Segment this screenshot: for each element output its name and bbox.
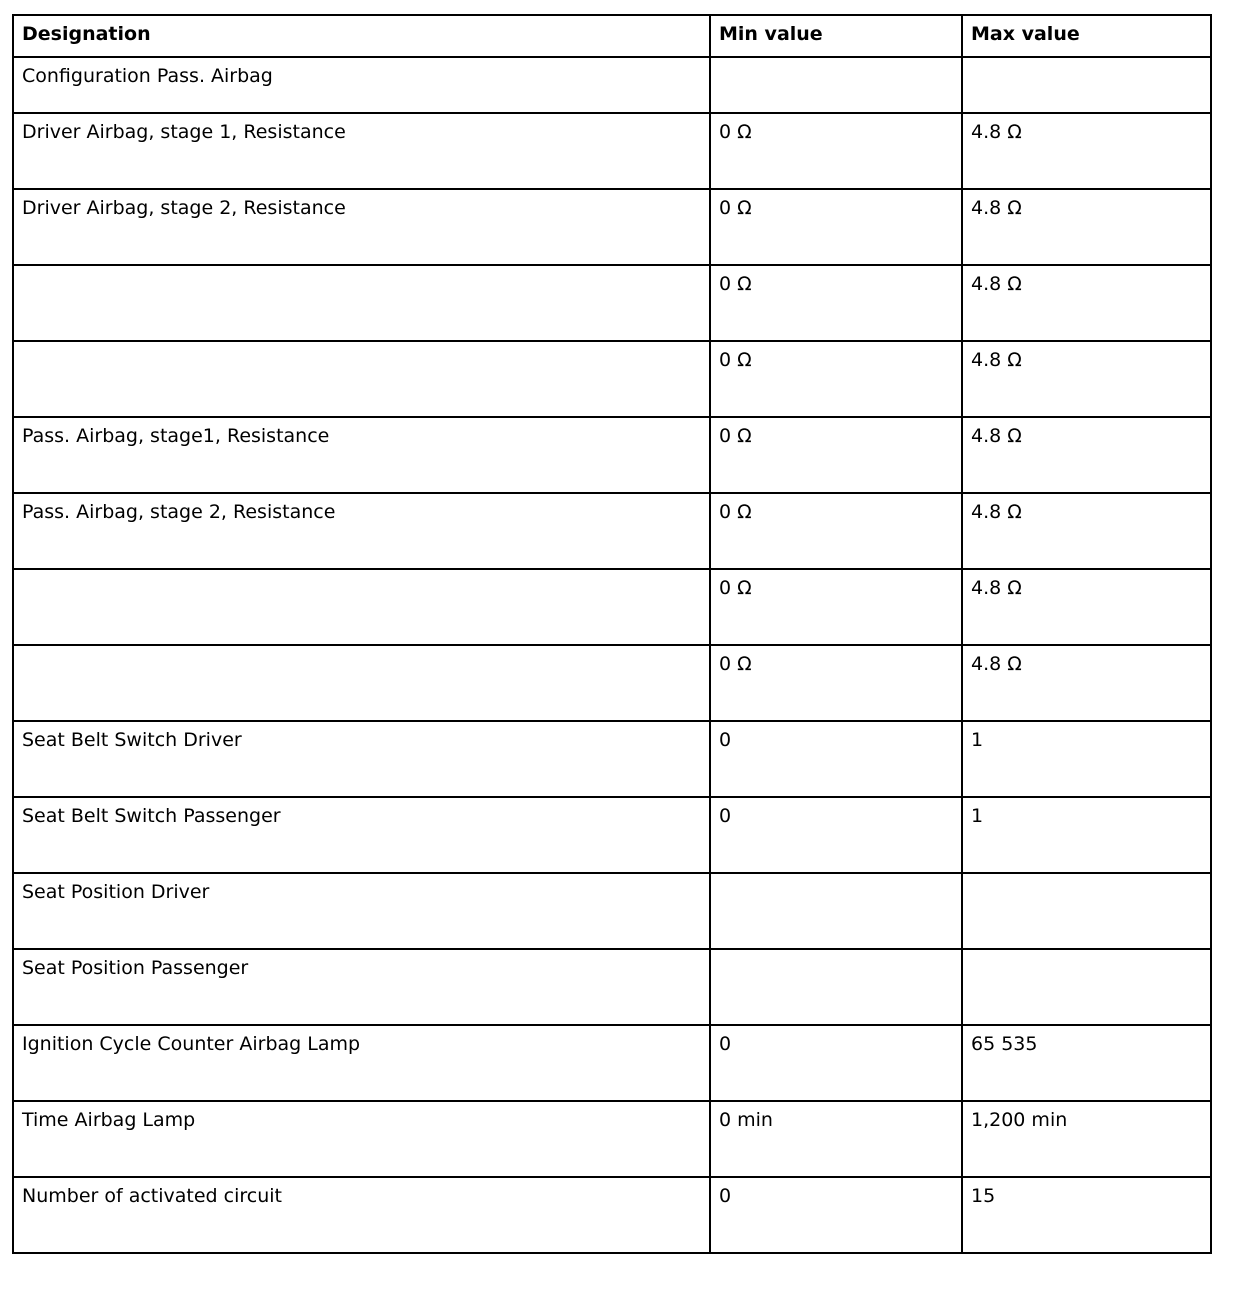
- cell-designation: [13, 569, 710, 645]
- cell-designation: Time Airbag Lamp: [13, 1101, 710, 1177]
- table-row: [13, 265, 1211, 341]
- cell-max-value: 4.8 Ω: [962, 569, 1211, 645]
- cell-designation: [13, 265, 710, 341]
- cell-designation: Pass. Airbag, stage1, Resistance: [13, 417, 710, 493]
- table-row: [13, 493, 1211, 569]
- cell-min-value: 0: [710, 721, 962, 797]
- cell-min-value: 0 Ω: [710, 569, 962, 645]
- table-header-row: [13, 15, 1211, 57]
- header-max-value: Max value: [962, 15, 1211, 57]
- table-row: [13, 873, 1211, 949]
- table-row: [13, 569, 1211, 645]
- table-row: [13, 797, 1211, 873]
- cell-designation: Ignition Cycle Counter Airbag Lamp: [13, 1025, 710, 1101]
- cell-designation: Seat Belt Switch Driver: [13, 721, 710, 797]
- cell-min-value: 0 Ω: [710, 113, 962, 189]
- cell-min-value: [710, 57, 962, 113]
- cell-min-value: 0 Ω: [710, 493, 962, 569]
- cell-designation: Seat Position Passenger: [13, 949, 710, 1025]
- cell-min-value: 0: [710, 797, 962, 873]
- cell-max-value: 4.8 Ω: [962, 189, 1211, 265]
- table-row: [13, 341, 1211, 417]
- table-body: [13, 57, 1211, 1253]
- cell-min-value: 0 Ω: [710, 645, 962, 721]
- table-row: [13, 57, 1211, 113]
- cell-designation: Driver Airbag, stage 2, Resistance: [13, 189, 710, 265]
- table-row: [13, 113, 1211, 189]
- cell-designation: Seat Position Driver: [13, 873, 710, 949]
- table-row: [13, 721, 1211, 797]
- cell-max-value: 15: [962, 1177, 1211, 1253]
- airbag-values-table: [12, 14, 1212, 1254]
- cell-designation: Configuration Pass. Airbag: [13, 57, 710, 113]
- cell-max-value: 4.8 Ω: [962, 417, 1211, 493]
- cell-min-value: 0 min: [710, 1101, 962, 1177]
- table-row: [13, 1101, 1211, 1177]
- table-row: [13, 1177, 1211, 1253]
- cell-designation: Pass. Airbag, stage 2, Resistance: [13, 493, 710, 569]
- cell-designation: Driver Airbag, stage 1, Resistance: [13, 113, 710, 189]
- header-min-value: Min value: [710, 15, 962, 57]
- cell-designation: Number of activated circuit: [13, 1177, 710, 1253]
- cell-max-value: [962, 873, 1211, 949]
- cell-max-value: [962, 949, 1211, 1025]
- table-row: [13, 645, 1211, 721]
- cell-max-value: [962, 57, 1211, 113]
- cell-max-value: 4.8 Ω: [962, 113, 1211, 189]
- cell-designation: [13, 645, 710, 721]
- cell-min-value: 0 Ω: [710, 265, 962, 341]
- table-row: [13, 417, 1211, 493]
- cell-min-value: 0: [710, 1177, 962, 1253]
- cell-max-value: 65 535: [962, 1025, 1211, 1101]
- cell-max-value: 1: [962, 721, 1211, 797]
- cell-max-value: 4.8 Ω: [962, 265, 1211, 341]
- cell-max-value: 4.8 Ω: [962, 493, 1211, 569]
- cell-min-value: 0 Ω: [710, 417, 962, 493]
- cell-max-value: 1: [962, 797, 1211, 873]
- cell-max-value: 1,200 min: [962, 1101, 1211, 1177]
- header-designation: Designation: [13, 15, 710, 57]
- cell-max-value: 4.8 Ω: [962, 341, 1211, 417]
- cell-designation: [13, 341, 710, 417]
- cell-min-value: [710, 949, 962, 1025]
- table-row: [13, 949, 1211, 1025]
- cell-designation: Seat Belt Switch Passenger: [13, 797, 710, 873]
- cell-max-value: 4.8 Ω: [962, 645, 1211, 721]
- cell-min-value: 0: [710, 1025, 962, 1101]
- table-row: [13, 1025, 1211, 1101]
- cell-min-value: 0 Ω: [710, 189, 962, 265]
- table-row: [13, 189, 1211, 265]
- cell-min-value: [710, 873, 962, 949]
- cell-min-value: 0 Ω: [710, 341, 962, 417]
